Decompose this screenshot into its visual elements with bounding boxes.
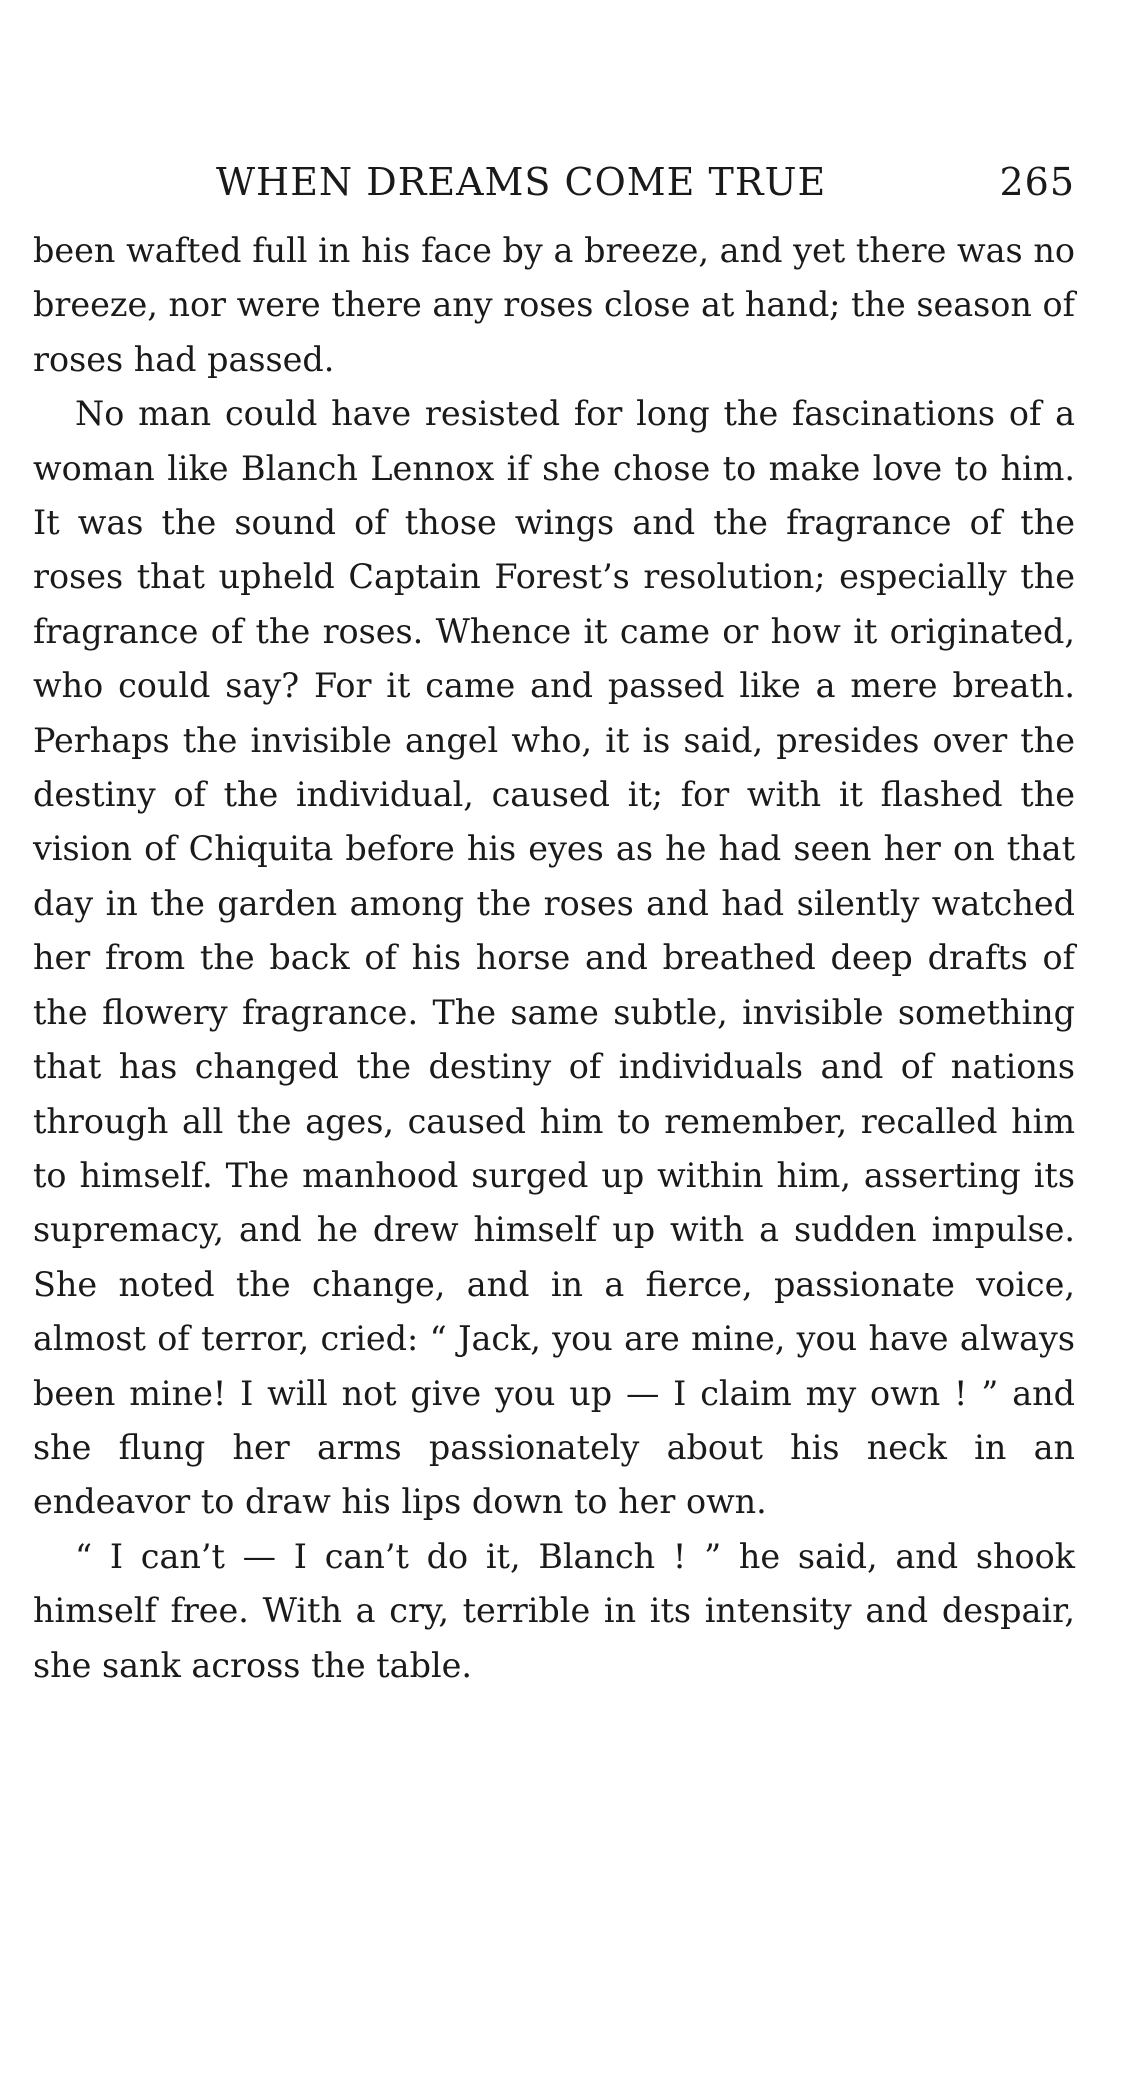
book-page: [33, 160, 1075, 1693]
body-text: [33, 224, 1075, 1693]
paragraph: “ I can’t — I can’t do it, Blanch ! ” he said, and shook himself free. With a cry, terrible in its intensity and despair, she sank across the table.: [33, 1536, 1075, 1685]
running-head: [33, 160, 1075, 210]
paragraph-continuation: been wafted full in his face by a breeze, and yet there was no breeze, nor were there any roses close at hand; the season of roses had passed.: [33, 231, 1075, 379]
paragraph: No man could have resisted for long the fascinations of a woman like Blanch Lennox if she chose to make love to him. It was the sound of those wings and the fragrance of the roses that upheld Captain Forest’s resolution; especially the fragrance of the roses. Whence it came or how it originated, who could say? For it came and passed like a mere breath. Perhaps the invisible angel who, it is said, presides over the destiny of the individual, caused it; for with it flashed the vision of Chiquita before his eyes as he had seen her on that day in the garden among the roses and had silently watched her from the back of his horse and breathed deep drafts of the flowery fragrance. The same subtle, invisible something that has changed the destiny of individuals and of nations through all the ages, caused him to remember, recalled him to himself. The manhood surged up within him, asserting its supremacy, and he drew himself up with a sudden impulse. She noted the change, and in a fierce, passionate voice, almost of terror, cried: “ Jack, you are mine, you have always been mine! I will not give you up — I claim my own ! ” and she flung her arms passionately about his neck in an endeavor to draw his lips down to her own.: [33, 394, 1075, 1522]
running-title: WHEN DREAMS COME TRUE: [216, 160, 827, 204]
page-number: 265: [999, 160, 1075, 204]
